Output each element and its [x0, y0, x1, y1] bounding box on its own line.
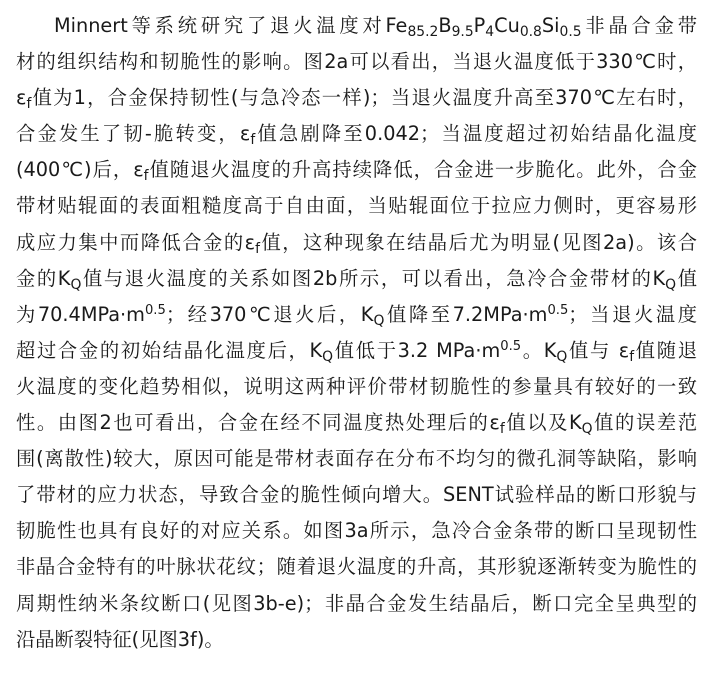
- subscript: Q: [322, 349, 334, 365]
- subscript: f: [250, 132, 256, 149]
- subscript: 0.8: [519, 24, 542, 41]
- subscript: Q: [373, 312, 385, 329]
- text-line: 为$70.4MPa\cdot m^{0.5}$；经370℃退火后，$K_Q$值降至$7.2MPa\cdot m^{0.5}$；当退火温度: [16, 302, 698, 329]
- text-line: 金的$K_Q$值与退火温度的关系如图2b所示，可以看出，急冷合金带材的$K_Q$值: [16, 266, 697, 293]
- subscript: f: [499, 421, 505, 438]
- paragraph: [16, 8, 697, 658]
- text-line: 火温度的变化趋势相似，说明这两种评价带材韧脆性的参量具有较好的一致: [16, 374, 697, 398]
- subscript: f: [26, 96, 32, 113]
- superscript: 0.5: [500, 338, 522, 354]
- superscript: 0.5: [547, 302, 569, 318]
- text-line: 性。由图2也可看出，合金在经不同温度热处理后的$\varepsilon_f$值以及$K_Q$值的误差范: [16, 411, 698, 438]
- superscript: 0.5: [144, 302, 166, 318]
- text-line: (400℃)后，$\varepsilon_f$值随退火温度的升高持续降低，合金进一步脆化。此外，合金: [16, 158, 697, 185]
- subscript: f: [143, 168, 149, 185]
- text-line: 成应力集中而降低合金的$\varepsilon_f$值，这种现象在结晶后尤为明显(见图2a)。该合: [16, 230, 697, 257]
- text-line: 材的组织结构和韧脆性的影响。图2a可以看出，当退火温度低于330℃时，: [16, 50, 697, 74]
- text-line: 周期性纳米条纹断口(见图3b-e)；非晶合金发生结晶后，断口完全呈典型的: [16, 591, 697, 615]
- text-line: $\varepsilon_f$值为1，合金保持韧性(与急冷态一样)；当退火温度升高至370℃左右时，: [16, 86, 697, 113]
- subscript: f: [255, 240, 260, 257]
- text-line: Minnert等系统研究了退火温度对$Fe_{85.2}B_{9.5}P_4Cu_{0.8}Si_{0.5}$非晶合金带: [54, 14, 698, 41]
- subscript: f: [629, 349, 635, 365]
- subscript: Q: [665, 276, 677, 293]
- text-line: 围(离散性)较大，原因可能是带材表面存在分布不均匀的微孔洞等缺陷，影响: [16, 447, 697, 471]
- text-line: 韧脆性也具有良好的对应关系。如图3a所示，急冷合金条带的断口呈现韧性: [16, 519, 697, 543]
- text-line: 带材贴辊面的表面粗糙度高于自由面，当贴辊面位于拉应力侧时，更容易形: [16, 194, 697, 218]
- text-line: 非晶合金特有的叶脉状花纹；随着退火温度的升高，其形貌逐渐转变为脆性的: [16, 555, 697, 579]
- text-line: 沿晶断裂特征(见图3f)。: [16, 627, 224, 651]
- subscript: 85.2: [407, 24, 439, 41]
- subscript: Q: [581, 421, 593, 438]
- subscript: Q: [70, 276, 82, 293]
- text-line: 超过合金的初始结晶化温度后，$K_Q$值低于3.2 $MPa\cdot m^{0.5}$。$K_Q$值与 $\varepsilon_f$值随退: [16, 338, 697, 365]
- subscript: 9.5: [451, 24, 474, 41]
- text-line: 合金发生了韧-脆转变，$\varepsilon_f$值急剧降至0.042；当温度超过初始结晶化温度: [16, 122, 697, 149]
- text-line: 了带材的应力状态，导致合金的脆性倾向增大。SENT试验样品的断口形貌与: [16, 483, 697, 507]
- subscript: Q: [556, 349, 568, 365]
- subscript: 0.5: [559, 24, 582, 41]
- subscript: 4: [485, 24, 495, 41]
